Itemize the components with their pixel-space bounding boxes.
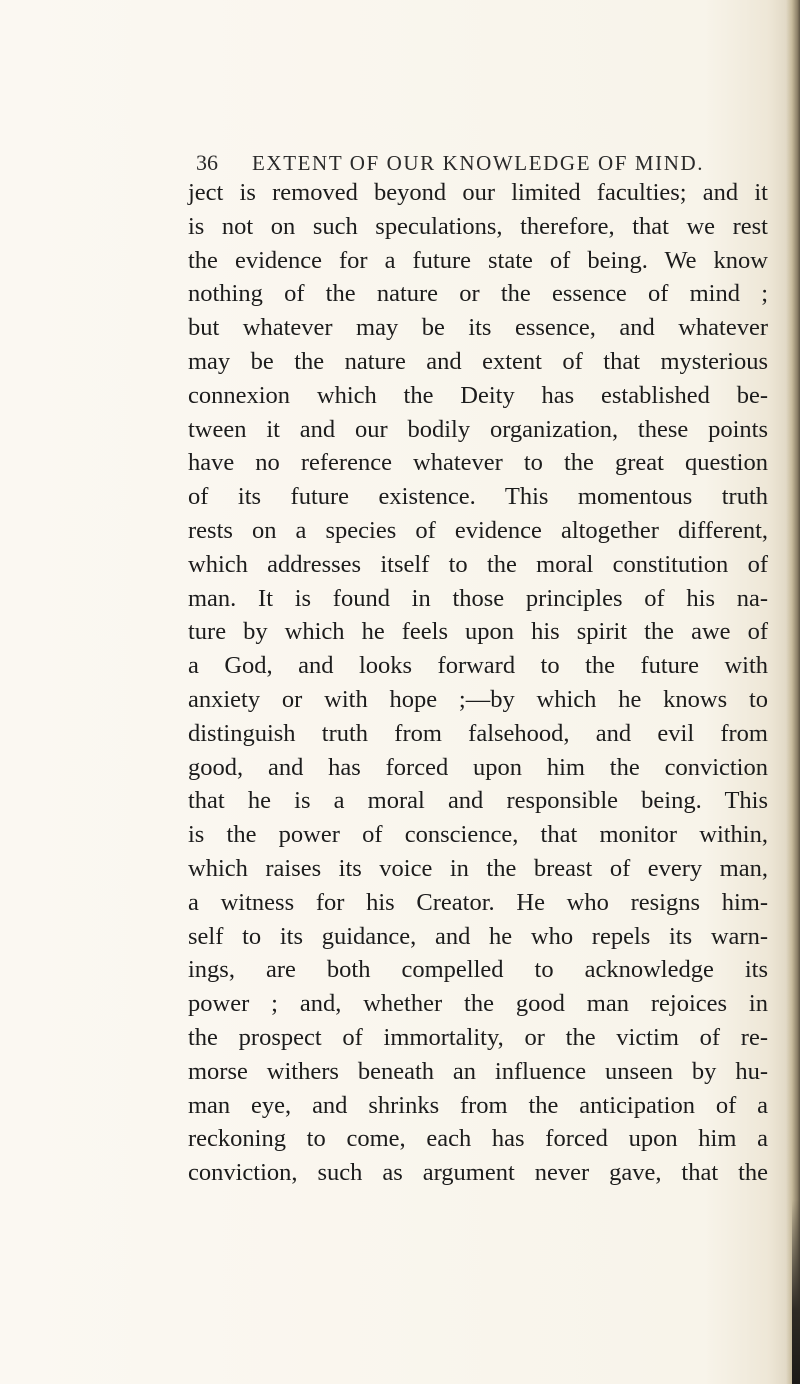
text-line: the evidence for a future state of being. We know [188, 246, 768, 274]
text-line: but whatever may be its essence, and whatever [188, 314, 768, 342]
text-line: anxiety or with hope ;—by which he knows to [188, 685, 768, 713]
text-line: a witness for his Creator. He who resigns him- [188, 888, 768, 916]
page-number: 36 [196, 150, 218, 175]
text-line: may be the nature and extent of that mysterious [188, 347, 768, 375]
text-line: morse withers beneath an influence unseen by hu- [188, 1057, 768, 1085]
text-line: which raises its voice in the breast of every man, [188, 854, 768, 882]
text-line: self to its guidance, and he who repels its warn- [188, 922, 768, 950]
text-line: ture by which he feels upon his spirit the awe of [188, 618, 768, 646]
running-head-title: EXTENT OF OUR KNOWLEDGE OF MIND. [252, 151, 705, 175]
text-line: have no reference whatever to the great question [188, 449, 768, 477]
text-line: tween it and our bodily organization, these points [188, 415, 768, 443]
text-line: is not on such speculations, therefore, that we rest [188, 212, 768, 240]
text-line: reckoning to come, each has forced upon him a [188, 1125, 768, 1153]
text-line: a God, and looks forward to the future with [188, 652, 768, 680]
text-line: the prospect of immortality, or the victim of re- [188, 1023, 768, 1051]
text-line: distinguish truth from falsehood, and evil from [188, 719, 768, 747]
text-line: conviction, such as argument never gave, that the [188, 1159, 768, 1187]
text-line: that he is a moral and responsible being. This [188, 787, 768, 815]
text-line: man eye, and shrinks from the anticipation of a [188, 1091, 768, 1119]
body-text [188, 176, 768, 1190]
text-line: power ; and, whether the good man rejoices in [188, 990, 768, 1018]
text-line: of its future existence. This momentous truth [188, 483, 768, 511]
text-line: connexion which the Deity has established be- [188, 381, 768, 409]
page-edge-shadow [786, 0, 800, 1384]
text-line: good, and has forced upon him the conviction [188, 753, 768, 781]
text-line: which addresses itself to the moral constitution of [188, 550, 768, 578]
text-line: is the power of conscience, that monitor within, [188, 821, 768, 849]
text-line: nothing of the nature or the essence of mind ; [188, 280, 768, 308]
text-line: ject is removed beyond our limited faculties; and it [188, 179, 768, 206]
text-line: man. It is found in those principles of his na- [188, 584, 768, 612]
text-line: ings, are both compelled to acknowledge its [188, 956, 768, 984]
text-line: rests on a species of evidence altogether different, [188, 516, 768, 544]
